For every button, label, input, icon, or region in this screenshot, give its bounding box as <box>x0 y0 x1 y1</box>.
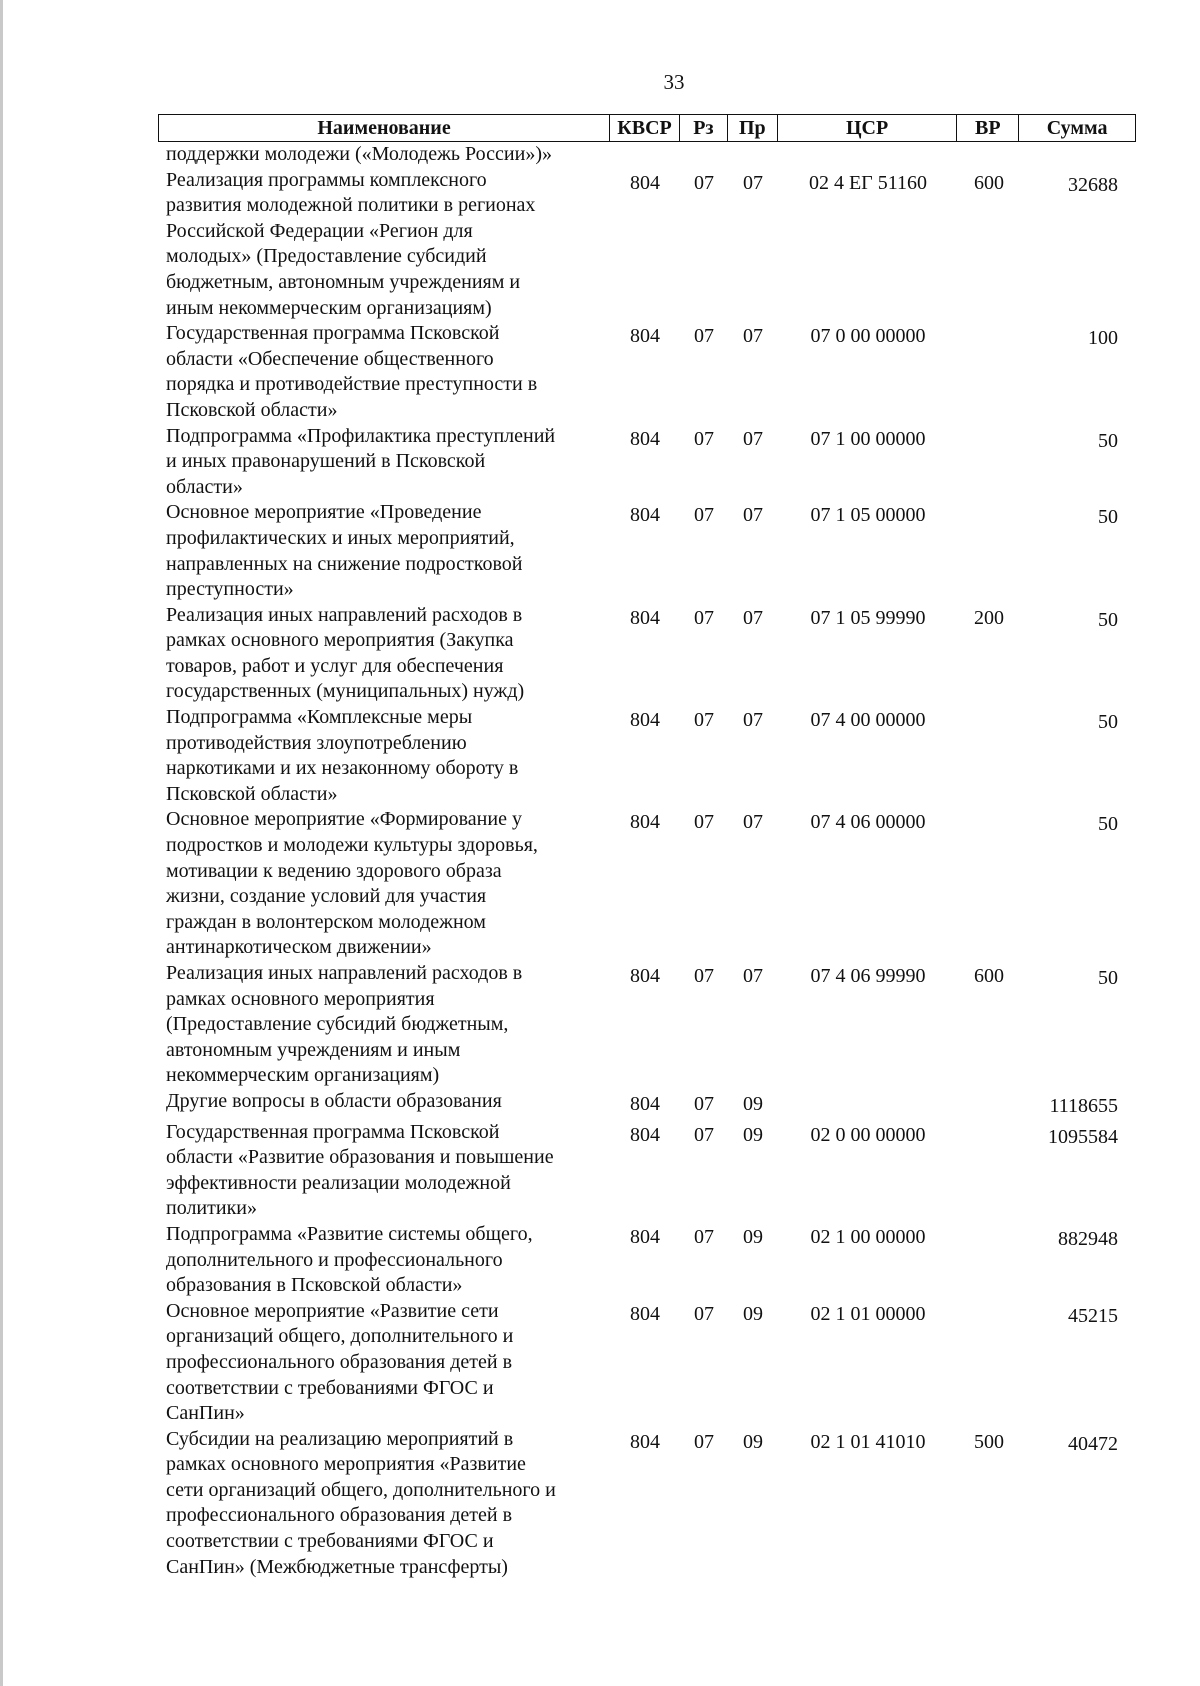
cell-csr: 02 4 ЕГ 51160 <box>808 171 928 194</box>
row-name-line: соответствии с требованиями ФГОС и <box>166 1376 494 1399</box>
row-name-line: молодых» (Предоставление субсидий <box>166 245 487 268</box>
cell-sum: 50 <box>1098 506 1118 529</box>
row-name-line: образования в Псковской области» <box>166 1274 463 1297</box>
row-name <box>158 321 610 423</box>
table-row <box>158 603 1136 705</box>
row-name <box>158 500 610 602</box>
cell-kvsr: 804 <box>630 1123 660 1146</box>
row-name-line: иным некоммерческим организациям) <box>166 296 492 319</box>
table-row <box>158 321 1136 423</box>
cell-vr: 200 <box>974 606 1004 629</box>
row-name-line: антинаркотическом движении» <box>166 936 432 959</box>
table-row <box>158 142 1136 168</box>
row-name-line: Другие вопросы в области образования <box>166 1089 502 1112</box>
cell-rz: 07 <box>694 504 714 527</box>
row-name-line: порядка и противодействие преступности в <box>166 373 538 396</box>
table-row <box>158 705 1136 807</box>
cell-vr <box>958 500 1020 602</box>
cell-rz: 07 <box>694 811 714 834</box>
cell-csr: 07 4 06 00000 <box>810 811 926 834</box>
row-name-line: Псковской области» <box>166 782 338 805</box>
row-name <box>158 807 610 961</box>
cell-sum: 50 <box>1098 608 1118 631</box>
row-name-line: дополнительного и профессионального <box>166 1248 503 1271</box>
cell-csr: 02 1 01 00000 <box>810 1302 926 1325</box>
cell-rz: 07 <box>694 1430 714 1453</box>
row-name-line: Основное мероприятие «Развитие сети <box>166 1299 499 1322</box>
cell-pr: 09 <box>743 1123 763 1146</box>
row-name-line: эффективности реализации молодежной <box>166 1171 511 1194</box>
row-name <box>158 961 610 1089</box>
row-name-line: наркотиками и их незаконному обороту в <box>166 757 519 780</box>
row-name-line: Реализация иных направлений расходов в <box>166 962 523 984</box>
cell-pr <box>728 142 778 168</box>
row-name <box>158 1120 610 1222</box>
cell-csr <box>778 1089 958 1120</box>
row-name <box>158 424 610 501</box>
cell-kvsr: 804 <box>630 1225 660 1248</box>
cell-sum: 45215 <box>1068 1304 1118 1327</box>
cell-vr <box>958 321 1020 423</box>
cell-kvsr: 804 <box>630 325 660 348</box>
cell-pr: 07 <box>743 811 763 834</box>
table-row <box>158 1222 1136 1299</box>
row-name-line: Государственная программа Псковской <box>166 322 500 345</box>
page-number: 33 <box>663 70 685 94</box>
cell-kvsr: 804 <box>630 606 660 629</box>
row-name-line: рамках основного мероприятия <box>166 987 435 1010</box>
cell-sum: 50 <box>1098 813 1118 836</box>
cell-kvsr: 804 <box>630 709 660 732</box>
cell-kvsr: 804 <box>630 811 660 834</box>
cell-csr: 07 0 00 00000 <box>810 325 926 348</box>
cell-pr: 07 <box>743 325 763 348</box>
cell-rz: 07 <box>694 709 714 732</box>
header-vr: ВР <box>957 115 1019 141</box>
cell-kvsr: 804 <box>630 171 660 194</box>
header-rz: Рз <box>680 115 728 141</box>
cell-rz: 07 <box>694 606 714 629</box>
cell-kvsr: 804 <box>630 427 660 450</box>
cell-csr: 07 4 06 99990 <box>810 965 926 987</box>
cell-pr: 07 <box>743 965 763 987</box>
header-kvsr: КВСР <box>610 115 680 141</box>
cell-pr: 09 <box>743 1092 763 1115</box>
cell-rz: 07 <box>694 965 714 987</box>
row-name-line: товаров, работ и услуг для обеспечения <box>166 654 504 677</box>
row-name-line: бюджетным, автономным учреждениям и <box>166 270 521 293</box>
row-name <box>158 1222 610 1299</box>
cell-rz: 07 <box>694 1225 714 1248</box>
row-name-line: профилактических и иных мероприятий, <box>166 526 515 549</box>
cell-rz: 07 <box>694 1092 714 1115</box>
table-header <box>158 114 1136 142</box>
row-name-line: Субсидии на реализацию мероприятий в <box>166 1427 514 1450</box>
cell-rz: 07 <box>694 1302 714 1325</box>
table-row <box>158 961 1136 1089</box>
table-row <box>158 500 1136 602</box>
row-name <box>158 142 610 168</box>
row-name-line: Псковской области» <box>166 398 338 421</box>
cell-csr: 07 4 00 00000 <box>810 709 926 732</box>
cell-csr: 02 0 00 00000 <box>810 1123 926 1146</box>
row-name-line: противодействия злоупотреблению <box>166 731 467 754</box>
cell-kvsr <box>610 142 680 168</box>
row-name-line: профессионального образования детей в <box>166 1504 513 1527</box>
row-name-line: СанПин» (Межбюджетные трансферты) <box>166 1555 508 1578</box>
row-name-line: государственных (муниципальных) нужд) <box>166 680 525 703</box>
row-name-line: области» <box>166 475 243 498</box>
cell-vr: 500 <box>974 1430 1004 1453</box>
cell-pr: 07 <box>743 504 763 527</box>
row-name-line: Реализация иных направлений расходов в <box>166 603 523 626</box>
row-name-line: политики» <box>166 1197 257 1220</box>
row-name-line: развития молодежной политики в регионах <box>166 194 536 217</box>
header-name: Наименование <box>159 115 610 141</box>
cell-kvsr: 804 <box>630 1092 660 1115</box>
cell-vr: 600 <box>974 965 1004 987</box>
scan-edge <box>0 0 3 1686</box>
header-csr: ЦСР <box>778 115 958 141</box>
cell-rz: 07 <box>694 1123 714 1146</box>
cell-vr <box>958 1222 1020 1299</box>
cell-rz <box>680 142 728 168</box>
cell-sum: 50 <box>1098 711 1118 734</box>
row-name-line: Подпрограмма «Комплексные меры <box>166 706 473 729</box>
row-name-line: подростков и молодежи культуры здоровья, <box>166 834 538 857</box>
row-name <box>158 168 610 322</box>
cell-vr <box>958 1089 1020 1120</box>
row-name-line: преступности» <box>166 578 294 601</box>
cell-kvsr: 804 <box>630 965 660 987</box>
table-row <box>158 424 1136 501</box>
cell-vr <box>958 807 1020 961</box>
row-name-line: Подпрограмма «Профилактика преступлений <box>166 424 556 447</box>
row-name-line: (Предоставление субсидий бюджетным, <box>166 1013 509 1036</box>
cell-csr: 07 1 05 00000 <box>810 504 926 527</box>
cell-csr <box>778 142 958 168</box>
cell-sum: 32688 <box>1068 173 1118 196</box>
row-name <box>158 1299 610 1427</box>
row-name-line: организаций общего, дополнительного и <box>166 1325 514 1348</box>
cell-vr <box>958 424 1020 501</box>
cell-pr: 09 <box>743 1225 763 1248</box>
row-name-line: автономным учреждениям и иным <box>166 1038 461 1061</box>
cell-pr: 09 <box>743 1302 763 1325</box>
cell-pr: 07 <box>743 709 763 732</box>
row-name <box>158 1427 610 1581</box>
cell-vr <box>958 1120 1020 1222</box>
cell-kvsr: 804 <box>630 1302 660 1325</box>
table-row <box>158 1089 1136 1120</box>
cell-vr <box>958 705 1020 807</box>
cell-csr: 02 1 01 41010 <box>810 1430 926 1453</box>
row-name-line: рамках основного мероприятия «Развитие <box>166 1453 526 1476</box>
table-body <box>158 142 1136 1580</box>
table-row <box>158 1120 1136 1222</box>
cell-rz: 07 <box>694 427 714 450</box>
row-name <box>158 705 610 807</box>
cell-sum: 100 <box>1088 327 1118 350</box>
row-name-line: профессионального образования детей в <box>166 1350 513 1373</box>
cell-kvsr: 804 <box>630 504 660 527</box>
cell-sum: 1118655 <box>1049 1094 1118 1117</box>
row-name-line: жизни, создание условий для участия <box>166 885 487 908</box>
cell-vr <box>958 142 1020 168</box>
row-name-line: Основное мероприятие «Проведение <box>166 501 482 524</box>
row-name-line: и иных правонарушений в Псковской <box>166 450 486 473</box>
row-name <box>158 1089 610 1120</box>
row-name-line: рамках основного мероприятия (Закупка <box>166 629 514 652</box>
row-name-line: поддержки молодежи («Молодежь России»)» <box>166 143 552 165</box>
cell-pr: 07 <box>743 427 763 450</box>
table-row <box>158 1427 1136 1581</box>
table-row <box>158 168 1136 322</box>
cell-rz: 07 <box>694 325 714 348</box>
row-name-line: области «Обеспечение общественного <box>166 347 494 370</box>
budget-table <box>158 114 1136 1580</box>
row-name-line: Реализация программы комплексного <box>166 168 487 191</box>
cell-sum: 50 <box>1098 429 1118 452</box>
cell-kvsr: 804 <box>630 1430 660 1453</box>
cell-pr: 07 <box>743 606 763 629</box>
cell-vr: 600 <box>974 171 1004 194</box>
table-row <box>158 1299 1136 1427</box>
cell-pr: 07 <box>743 171 763 194</box>
header-pr: Пр <box>728 115 778 141</box>
cell-rz: 07 <box>694 171 714 194</box>
row-name <box>158 603 610 705</box>
cell-csr: 07 1 00 00000 <box>810 427 926 450</box>
cell-sum: 40472 <box>1068 1432 1118 1455</box>
cell-sum: 50 <box>1098 967 1118 989</box>
row-name-line: мотивации к ведению здорового образа <box>166 859 502 882</box>
row-name-line: сети организаций общего, дополнительного и <box>166 1478 556 1501</box>
row-name-line: СанПин» <box>166 1402 245 1425</box>
row-name-line: некоммерческим организациям) <box>166 1064 440 1087</box>
row-name-line: Государственная программа Псковской <box>166 1120 500 1143</box>
cell-sum: 1095584 <box>1048 1125 1118 1148</box>
row-name-line: области «Развитие образования и повышение <box>166 1146 554 1169</box>
row-name-line: направленных на снижение подростковой <box>166 552 523 575</box>
row-name-line: Подпрограмма «Развитие системы общего, <box>166 1222 533 1245</box>
row-name-line: соответствии с требованиями ФГОС и <box>166 1530 494 1553</box>
cell-csr: 07 1 05 99990 <box>810 606 926 629</box>
row-name-line: Основное мероприятие «Формирование у <box>166 808 522 831</box>
cell-sum: 882948 <box>1058 1227 1118 1250</box>
row-name-line: граждан в волонтерском молодежном <box>166 910 486 933</box>
table-row <box>158 807 1136 961</box>
cell-csr: 02 1 00 00000 <box>810 1225 926 1248</box>
cell-pr: 09 <box>743 1430 763 1453</box>
cell-vr <box>958 1299 1020 1427</box>
row-name-line: Российской Федерации «Регион для <box>166 219 473 242</box>
cell-sum <box>1020 142 1136 168</box>
header-sum: Сумма <box>1046 116 1108 139</box>
